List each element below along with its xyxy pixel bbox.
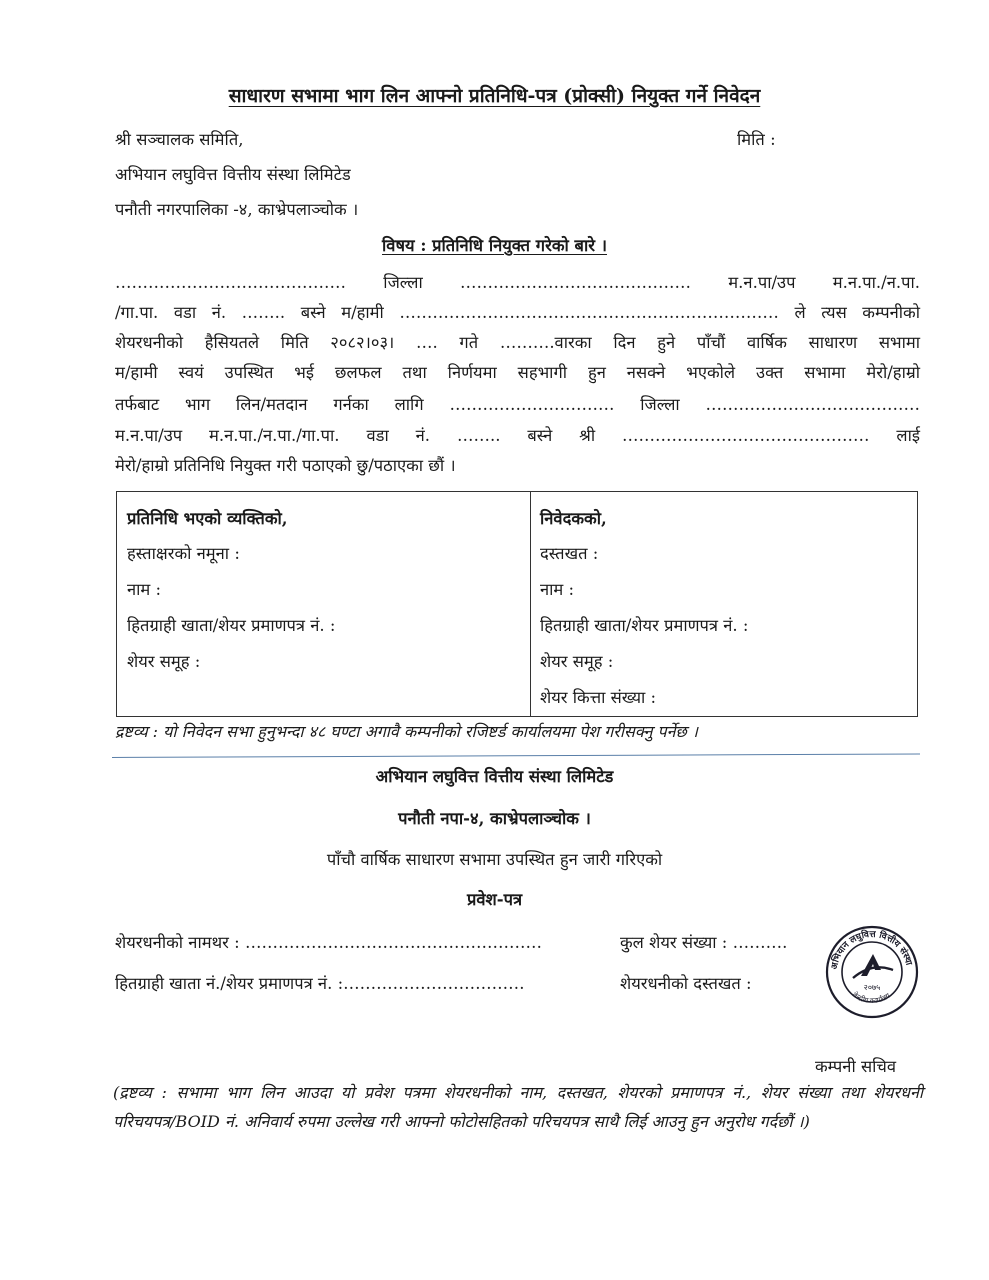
proxy-account-no: हितग्राही खाता/शेयर प्रमाणपत्र नं. : xyxy=(127,616,336,635)
applicant-signature: दस्तखत : xyxy=(540,544,599,563)
addressee: श्री सञ्चालक समिति, xyxy=(115,130,244,149)
seal-ring-text: अभियान लघुवित्त वित्तीय संस्था xyxy=(829,929,914,971)
proxy-note: द्रष्टव्य : यो निवेदन सभा हुनुभन्दा ४८ घण्टा अगावै कम्पनीको रजिष्टर्ड कार्यालयमा पेश गरीसक्नु पर्नेछ । xyxy=(115,722,698,741)
entry-company-location: पनौती नपा-४, काभ्रेपलाञ्चोक । xyxy=(398,809,591,828)
company-secretary-label: कम्पनी सचिव xyxy=(815,1057,897,1076)
body-line-4: म/हामी स्वयं उपस्थित भई छलफल तथा निर्णयमा सहभागी हुन नसक्ने भएकोले उक्त सभामा मेरो/हाम्रो xyxy=(115,363,920,382)
seal-office-text: केन्द्रीय कार्यालय xyxy=(851,990,892,1006)
total-shares-field: कुल शेयर संख्या : ………. xyxy=(620,933,788,952)
entry-purpose: पाँचौ वार्षिक साधारण सभामा उपस्थित हुन जारी गरिएको xyxy=(326,850,663,869)
page-title: साधारण सभामा भाग लिन आफ्नो प्रतिनिधि-पत्र (प्रोक्सी) नियुक्त गर्ने निवेदन xyxy=(228,85,761,107)
date-label: मिति : xyxy=(737,130,776,149)
body-line-7: मेरो/हाम्रो प्रतिनिधि नियुक्त गरी पठाएको छु/पठाएका छौं । xyxy=(115,456,456,475)
body-line-2: /गा.पा. वडा नं. …….. बस्ने म/हामी …………………………………………………………… ले त्यस कम्पनीको xyxy=(115,303,920,322)
body-line-3: शेयरधनीको हैसियतले मिति २०८२।०३। …. गते ……….वारका दिन हुने पाँचौं वार्षिक साधारण सभामा xyxy=(115,333,920,352)
body-line-5: तर्फबाट भाग लिन/मतदान गर्नका लागि ………………………… जिल्ला ………………………………… xyxy=(115,395,920,414)
table-divider xyxy=(530,492,531,716)
applicant-account-no: हितग्राही खाता/शेयर प्रमाणपत्र नं. : xyxy=(540,616,749,635)
proxy-details-table xyxy=(116,491,918,717)
applicant-heading: निवेदकको, xyxy=(540,509,607,528)
applicant-name: नाम : xyxy=(540,580,575,599)
proxy-share-group: शेयर समूह : xyxy=(127,652,201,671)
entry-pass-heading: प्रवेश-पत्र xyxy=(466,890,523,909)
shareholder-name-field: शेयरधनीको नामथर : ……………………………………………… xyxy=(115,933,542,952)
account-number-field: हितग्राही खाता नं./शेयर प्रमाणपत्र नं. :…………………………… xyxy=(115,974,525,993)
applicant-share-group: शेयर समूह : xyxy=(540,652,614,671)
svg-text:केन्द्रीय कार्यालय xyxy=(851,990,892,1005)
section-separator xyxy=(112,753,920,758)
proxy-name: नाम : xyxy=(127,580,162,599)
body-line-6: म.न.पा/उप म.न.पा./न.पा./गा.पा. वडा नं. …….. बस्ने श्री ……………………………………… लाई xyxy=(115,426,920,445)
company-name: अभियान लघुवित्त वित्तीय संस्था लिमिटेड xyxy=(115,165,351,184)
proxy-person-heading: प्रतिनिधि भएको व्यक्तिको, xyxy=(127,509,288,528)
shareholder-signature-field: शेयरधनीको दस्तखत : xyxy=(620,974,752,993)
body-line-1: …………………………………… जिल्ला …………………………………… म.न.पा/उप म.न.पा./न.पा. xyxy=(115,273,920,292)
entry-company-name: अभियान लघुवित्त वित्तीय संस्था लिमिटेड xyxy=(375,767,614,786)
applicant-share-count: शेयर कित्ता संख्या : xyxy=(540,688,657,707)
entry-pass-note: (द्रष्टव्य : सभामा भाग लिन आउदा यो प्रवेश पत्रमा शेयरधनीको नाम, दस्तखत, शेयरको प्रमाणपत्र नं., शेयर संख्या तथा शेयरधनी परिचयपत्र/BOID नं. अनिवार्य रुपमा उल्लेख गरी आफ्नो फोटोसहितको परिचयपत्र साथै लिई आउनु हुन अनुरोध गर्दछौं ।) xyxy=(113,1083,923,1131)
company-location: पनौती नगरपालिका -४, काभ्रेपलाञ्चोक । xyxy=(115,200,359,219)
company-seal-stamp xyxy=(823,906,921,1034)
seal-year: २०७५ xyxy=(863,983,881,992)
proxy-signature-sample: हस्ताक्षरको नमूना : xyxy=(127,544,240,563)
seal-icon xyxy=(823,906,921,1034)
subject-line: विषय : प्रतिनिधि नियुक्त गरेको बारे । xyxy=(382,236,607,255)
